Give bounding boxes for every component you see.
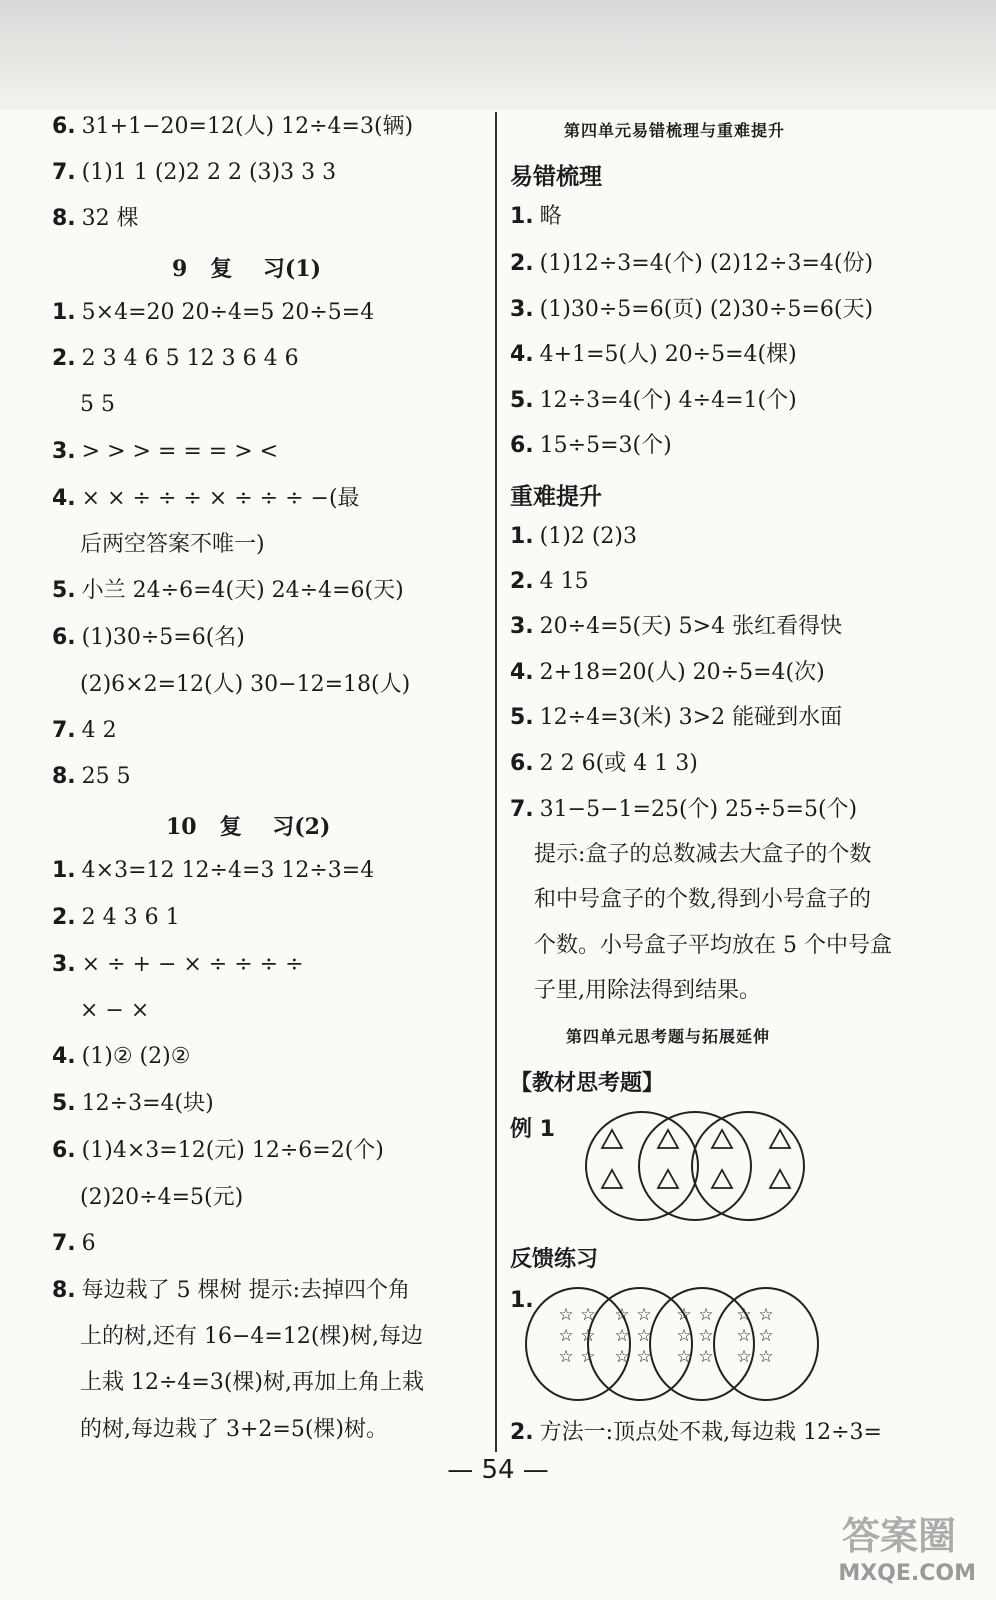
- star-icon: ☆: [558, 1305, 574, 1325]
- star-icon: ☆: [636, 1305, 652, 1325]
- answer-line: 8. 25 5: [52, 764, 131, 789]
- answer-line: 5 5: [80, 392, 115, 417]
- star-icon: ☆: [580, 1347, 596, 1367]
- star-icon: ☆: [698, 1305, 714, 1325]
- page-number: — 54 —: [447, 1455, 549, 1485]
- answer-line: 2. 4 15: [510, 569, 589, 594]
- circle-outline: [586, 1112, 698, 1220]
- answer-line: 的树,每边栽了 3+2=5(棵)树。: [80, 1417, 389, 1442]
- answer-line: 5. 小兰 24÷6=4(天) 24÷4=6(天): [52, 578, 404, 603]
- triangle-icon: [770, 1170, 790, 1188]
- answer-line: 2. (1)12÷3=4(个) (2)12÷3=4(份): [510, 251, 874, 276]
- triangle-circles-diagram: [582, 1108, 814, 1226]
- answer-line: × − ×: [80, 998, 150, 1023]
- triangle-icon: [712, 1130, 732, 1148]
- answer-line: 4. × × ÷ ÷ ÷ × ÷ ÷ ÷ −(最: [52, 486, 360, 511]
- answer-line: (2)6×2=12(人) 30−12=18(人): [80, 672, 411, 697]
- triangle-icon: [658, 1170, 678, 1188]
- star-icon: ☆: [736, 1326, 752, 1346]
- answer-line: 1. 略: [510, 204, 562, 229]
- answer-line: 2. 方法一:顶点处不栽,每边栽 12÷3=: [510, 1420, 882, 1445]
- answer-line: 5. 12÷4=3(米) 3>2 能碰到水面: [510, 705, 843, 730]
- answer-line: 3. 20÷4=5(天) 5>4 张红看得快: [510, 614, 843, 639]
- star-icon: ☆: [698, 1326, 714, 1346]
- star-icon: ☆: [614, 1347, 630, 1367]
- answer-line: 7. (1)1 1 (2)2 2 2 (3)3 3 3: [52, 160, 337, 185]
- answer-line: 6. (1)4×3=12(元) 12÷6=2(个): [52, 1138, 384, 1163]
- triangle-icon: [602, 1170, 622, 1188]
- feedback-item-number: 1.: [510, 1288, 534, 1313]
- answer-line: 2. 2 3 4 6 5 12 3 6 4 6: [52, 346, 299, 371]
- triangle-icon: [602, 1130, 622, 1148]
- answer-line: 6. 2 2 6(或 4 1 3): [510, 751, 698, 776]
- star-icon: ☆: [558, 1326, 574, 1346]
- answer-line: 3. (1)30÷5=6(页) (2)30÷5=6(天): [510, 297, 874, 322]
- answer-line: 上栽 12÷4=3(棵)树,再加上角上栽: [80, 1370, 425, 1395]
- hint-line: 和中号盒子的个数,得到小号盒子的: [534, 887, 871, 912]
- triangle-icon: [712, 1170, 732, 1188]
- hint-line: 个数。小号盒子平均放在 5 个中号盒: [534, 933, 892, 958]
- answer-line: 后两空答案不唯一): [80, 532, 265, 557]
- answer-line: 1. 5×4=20 20÷4=5 20÷5=4: [52, 300, 375, 325]
- feedback-label: 反馈练习: [510, 1247, 599, 1272]
- answer-line: 4. 4+1=5(人) 20÷5=4(棵): [510, 342, 797, 367]
- answer-line: 5. 12÷3=4(个) 4÷4=1(个): [510, 388, 797, 413]
- answer-line: (2)20÷4=5(元): [80, 1185, 244, 1210]
- star-icon: ☆: [580, 1326, 596, 1346]
- circle-outline: [639, 1112, 751, 1220]
- textbook-question-label: 【教材思考题】: [510, 1071, 665, 1096]
- star-icon: ☆: [758, 1347, 774, 1367]
- star-icon: ☆: [736, 1347, 752, 1367]
- star-icon: ☆: [676, 1347, 692, 1367]
- section-title: 第四单元思考题与拓展延伸: [566, 1027, 771, 1046]
- answer-line: 6. 15÷5=3(个): [510, 433, 672, 458]
- star-icon: ☆: [698, 1347, 714, 1367]
- answer-line: 4. (1)② (2)②: [52, 1044, 191, 1069]
- answer-line: 6. (1)30÷5=6(名): [52, 625, 245, 650]
- star-icons: [558, 1305, 773, 1367]
- star-icon: ☆: [580, 1305, 596, 1325]
- answer-line: 8. 32 棵: [52, 206, 139, 231]
- review1-heading: 9 复 习(1): [172, 256, 322, 282]
- circle-outline: [692, 1112, 804, 1220]
- star-icon: ☆: [736, 1305, 752, 1325]
- column-divider: [495, 112, 497, 1452]
- star-icon: ☆: [614, 1326, 630, 1346]
- triangle-icon: [770, 1130, 790, 1148]
- star-icon: ☆: [676, 1305, 692, 1325]
- hint-line: 提示:盒子的总数减去大盒子的个数: [534, 842, 872, 867]
- star-icon: ☆: [614, 1305, 630, 1325]
- answer-line: 3. > > > = = = > <: [52, 439, 279, 464]
- star-icon: ☆: [758, 1305, 774, 1325]
- star-icon: ☆: [636, 1326, 652, 1346]
- watermark-logo: 答案圈: [841, 1513, 956, 1558]
- hint-line: 子里,用除法得到结果。: [534, 978, 761, 1003]
- answer-line: 7. 6: [52, 1231, 96, 1256]
- section-title: 第四单元易错梳理与重难提升: [564, 121, 786, 140]
- answer-line: 4. 2+18=20(人) 20÷5=4(次): [510, 660, 825, 685]
- answer-line: 1. (1)2 (2)3: [510, 524, 637, 549]
- answer-line: 2. 2 4 3 6 1: [52, 905, 180, 930]
- star-icon: ☆: [758, 1326, 774, 1346]
- answer-line: 5. 12÷3=4(块): [52, 1091, 214, 1116]
- star-circles-diagram: [522, 1284, 834, 1406]
- star-icon: ☆: [558, 1347, 574, 1367]
- triangle-icon: [658, 1130, 678, 1148]
- watermark-url: MXQE.COM: [838, 1561, 976, 1586]
- review2-heading: 10 复 习(2): [166, 814, 331, 840]
- answer-line: 8. 每边栽了 5 棵树 提示:去掉四个角: [52, 1278, 411, 1303]
- answer-line: 7. 31−5−1=25(个) 25÷5=5(个): [510, 797, 858, 822]
- scan-top-shadow: [0, 0, 996, 110]
- answer-line: 6. 31+1−20=12(人) 12÷4=3(辆): [52, 114, 414, 139]
- subheading-errors: 易错梳理: [510, 164, 602, 190]
- example-label: 例 1: [510, 1117, 555, 1142]
- answer-line: 3. × ÷ + − × ÷ ÷ ÷ ÷: [52, 952, 304, 977]
- answer-line: 上的树,还有 16−4=12(棵)树,每边: [80, 1324, 423, 1349]
- star-icon: ☆: [636, 1347, 652, 1367]
- subheading-hard: 重难提升: [510, 484, 602, 510]
- star-icon: ☆: [676, 1326, 692, 1346]
- answer-line: 7. 4 2: [52, 718, 117, 743]
- answer-line: 1. 4×3=12 12÷4=3 12÷3=4: [52, 858, 375, 883]
